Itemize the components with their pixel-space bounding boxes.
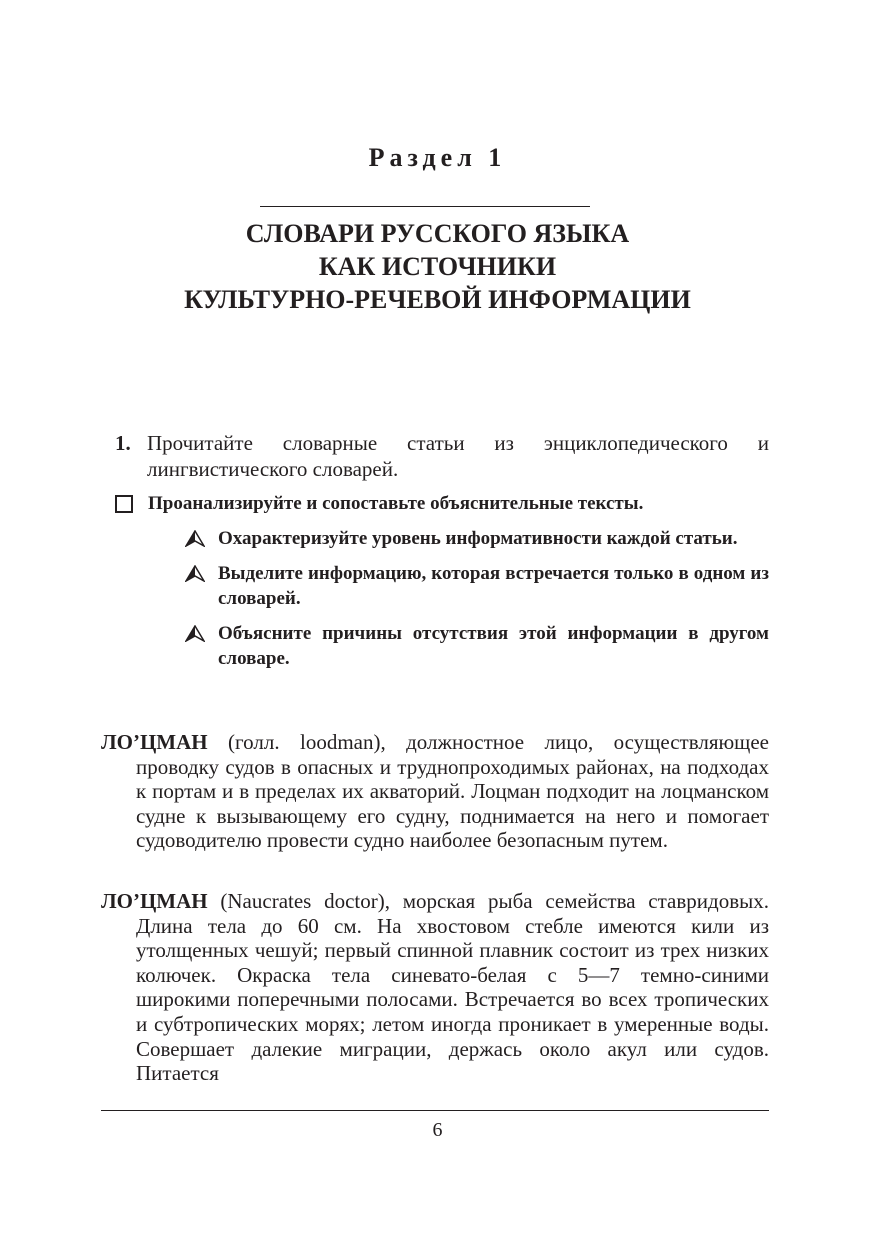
bullet-text: Выделите информацию, которая встречается только в одном из словарей. [218, 563, 769, 609]
bullet-item [185, 526, 769, 551]
checkbox-instruction-text: Проанализируйте и сопоставьте объяснительные тексты. [148, 493, 644, 514]
task-1 [115, 430, 769, 482]
dictionary-entry [101, 889, 769, 1086]
bullet-text: Объясните причины отсутствия этой информации в другом словаре. [218, 623, 769, 669]
task-text: Прочитайте словарные статьи из энциклопедического и лингвистического словарей. [147, 431, 769, 481]
bullet-item [185, 621, 769, 671]
section-label: Раздел 1 [368, 143, 507, 172]
bullet-list [185, 526, 769, 681]
bullet-text: Охарактеризуйте уровень информативности каждой статьи. [218, 528, 738, 549]
chapter-title-line: КАК ИСТОЧНИКИ [318, 252, 557, 281]
checkbox-instruction [115, 492, 775, 516]
bullet-item [185, 561, 769, 611]
chapter-title-line: СЛОВАРИ РУССКОГО ЯЗЫКА [245, 219, 630, 248]
entry-headword: ЛО’ЦМАН [101, 730, 208, 754]
checkbox-icon [115, 495, 133, 513]
dictionary-entry [101, 730, 769, 853]
arrowhead-bullet-icon [185, 625, 205, 642]
title-divider [260, 206, 590, 207]
footer-divider [101, 1110, 769, 1111]
arrowhead-bullet-icon [185, 565, 205, 582]
arrowhead-bullet-icon [185, 530, 205, 547]
chapter-title-line: КУЛЬТУРНО-РЕЧЕВОЙ ИНФОРМАЦИИ [184, 285, 691, 314]
chapter-title [0, 217, 875, 316]
entry-body: (голл. loodman), должностное лицо, осуществляющее проводку судов в опасных и труднопроходимых районах, на подходах к портам и в пределах их акваторий. Лоцман подходит на лоцманском судне к вызывающему его судну, поднимается на него и помогает судоводителю провести судно наиболее безопасным путем. [136, 730, 769, 853]
task-number: 1. [115, 431, 131, 455]
entry-body: (Naucrates doctor), морская рыба семейства ставридовых. Длина тела до 60 см. На хвостовом стебле имеются кили из утолщенных чешуй; первый спинной плавник состоит из трех низких колючек. Окраска тела синевато-белая с 5—7 темно-синими широкими поперечными полосами. Встречается во всех тропических и субтропических морях; летом иногда проникает в умеренные воды. Совершает далекие миграции, держась около акул или судов. Питается [136, 889, 769, 1086]
page-number: 6 [432, 1119, 443, 1141]
entry-headword: ЛО’ЦМАН [101, 889, 208, 913]
